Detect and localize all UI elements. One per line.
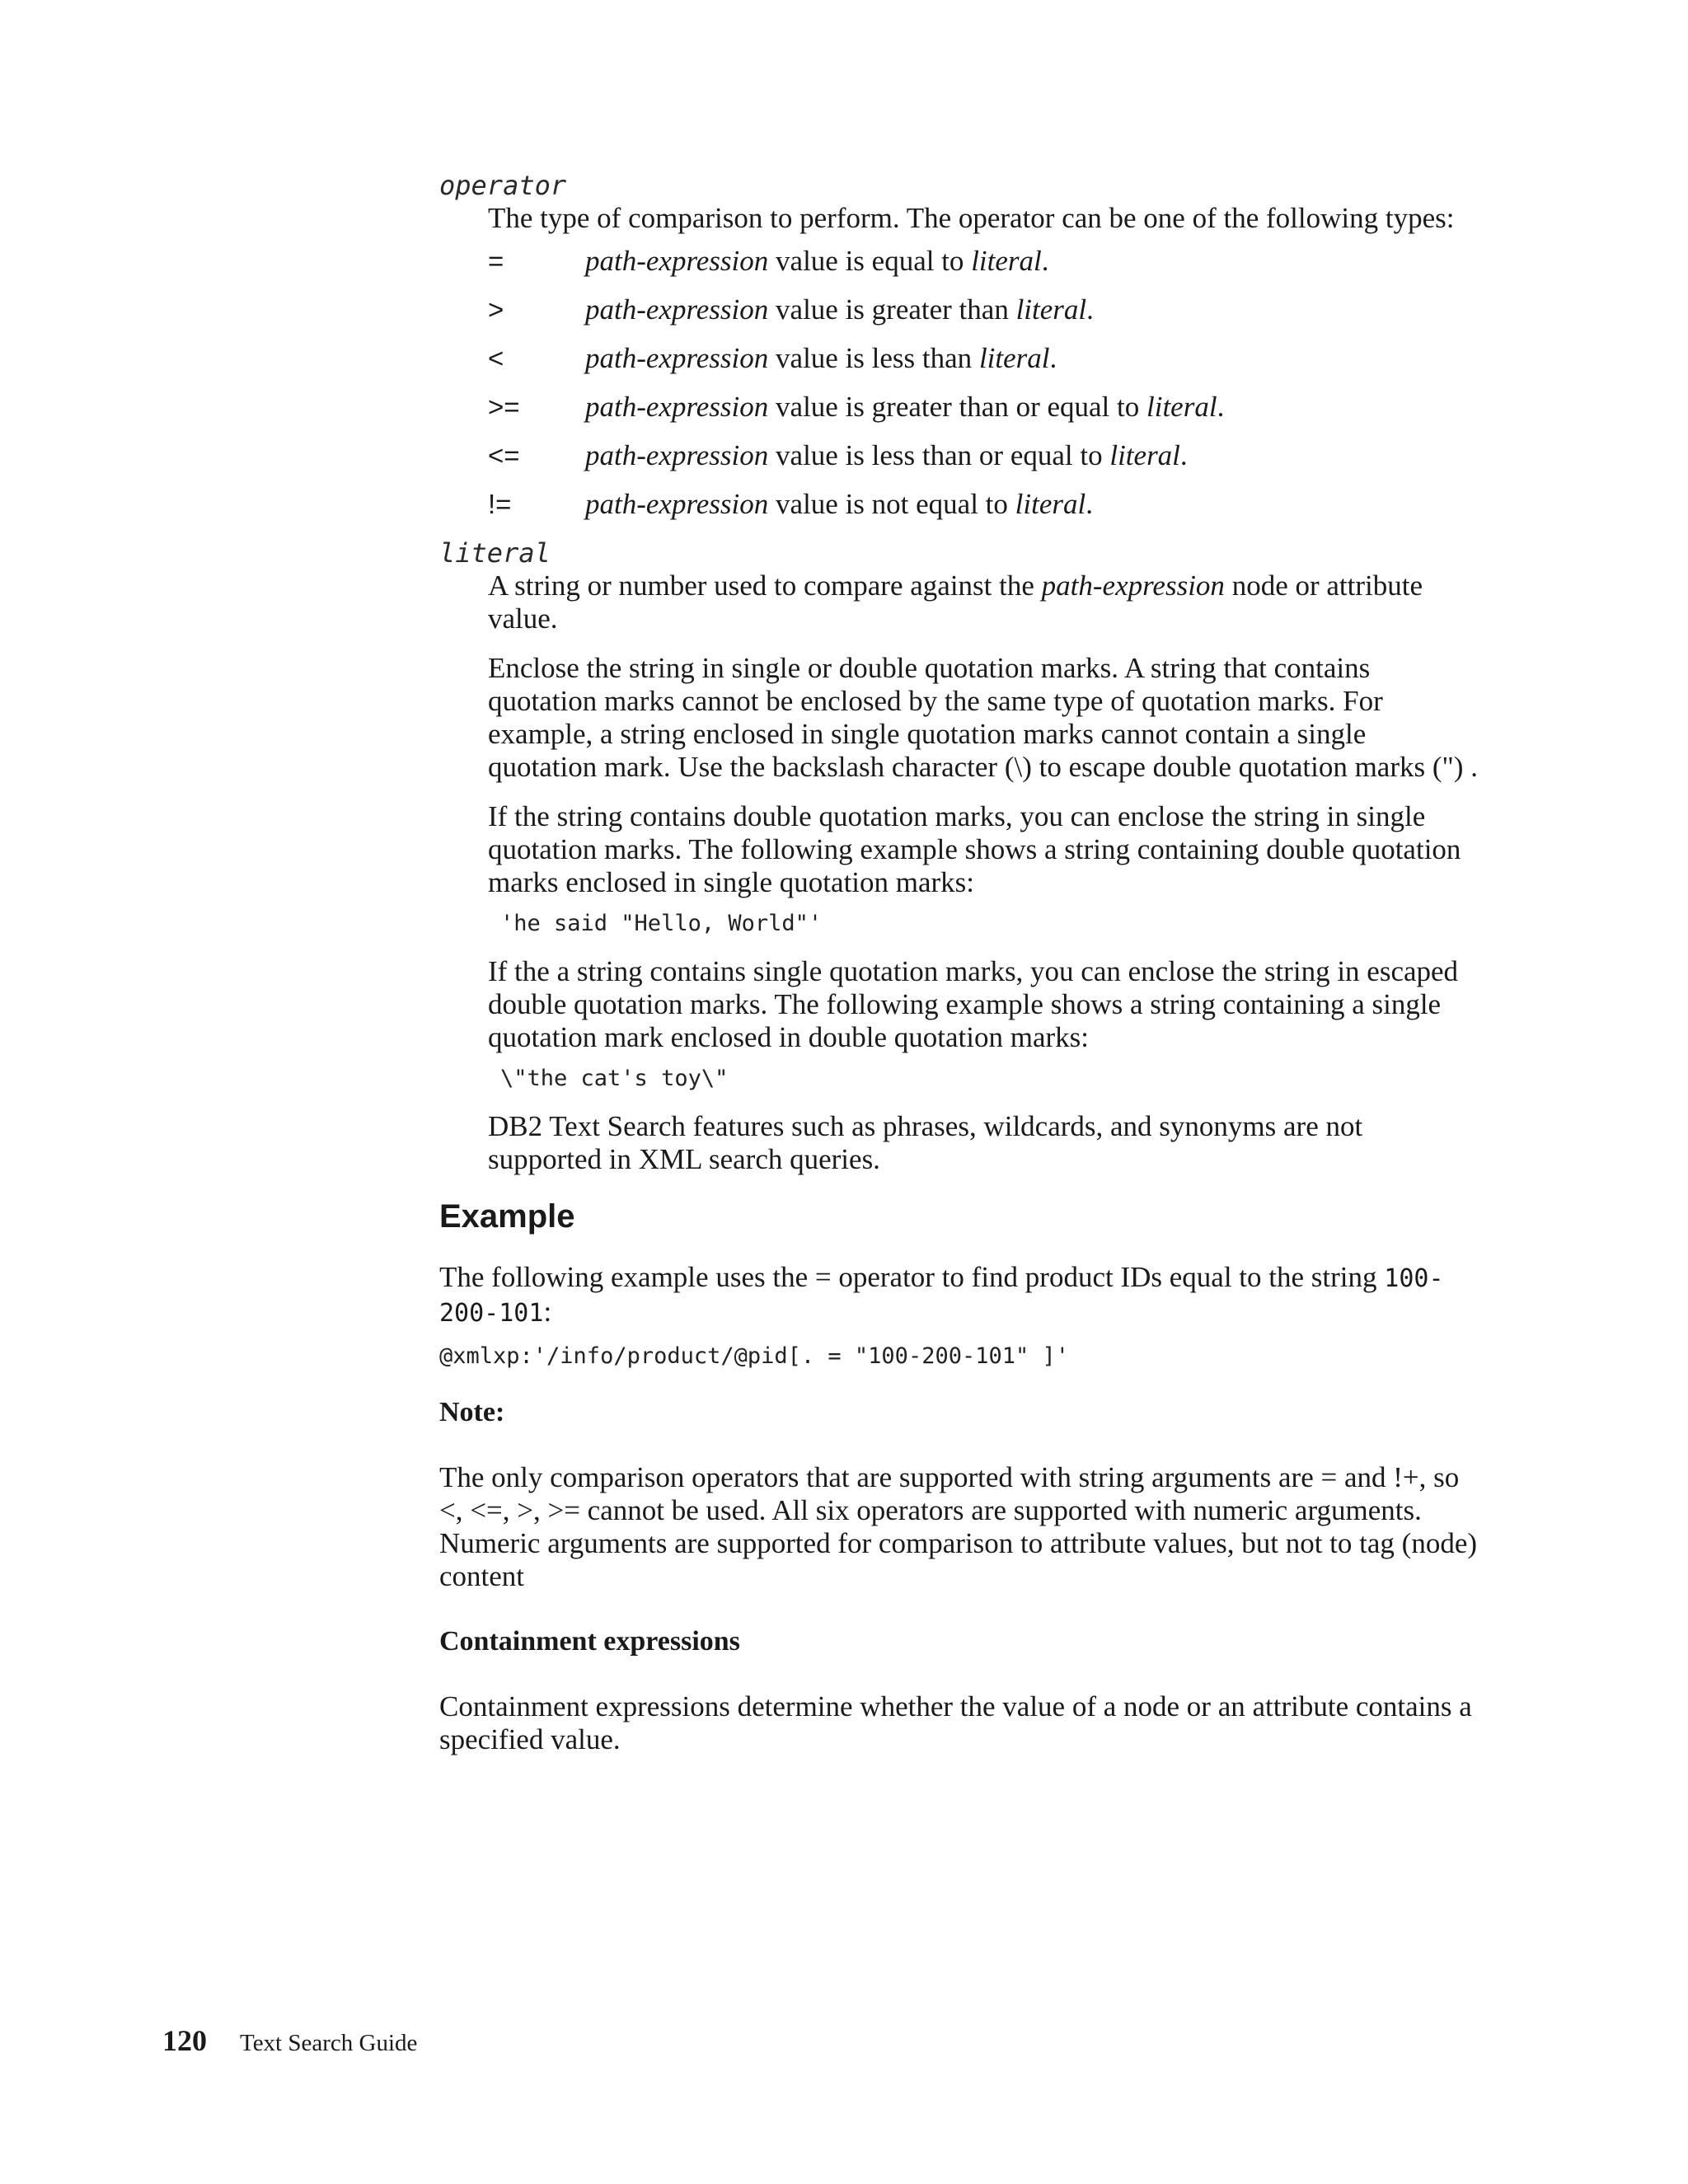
literal-paragraph-3: If the string contains double quotation marks, you can enclose the string in single quotation marks. The following example shows a string containing double quotation marks enclosed in single quotation marks: bbox=[488, 800, 1461, 898]
literal-p1-emphasis: path-expression bbox=[1041, 569, 1225, 602]
operator-literal: literal bbox=[1109, 439, 1180, 471]
operator-path-expression: path-expression bbox=[585, 245, 769, 277]
operator-path-expression: path-expression bbox=[585, 488, 769, 520]
operator-symbol: != bbox=[488, 489, 512, 519]
operator-period: . bbox=[1049, 342, 1057, 374]
operator-literal: literal bbox=[1146, 391, 1217, 423]
page-footer bbox=[162, 2023, 417, 2058]
operator-description-text bbox=[585, 439, 1188, 472]
operator-comparison-text: value is greater than bbox=[768, 293, 1016, 326]
literal-p1-text-end: node or attribute value. bbox=[488, 569, 1423, 635]
operator-row bbox=[488, 342, 1478, 375]
example-intro-text: The following example uses the = operator to find product IDs equal to the string bbox=[439, 1261, 1385, 1293]
operator-period: . bbox=[1179, 439, 1188, 471]
literal-p1-text: A string or number used to compare against the bbox=[488, 569, 1042, 602]
example-heading: Example bbox=[439, 1198, 575, 1235]
operator-row bbox=[488, 488, 1478, 521]
code-example-escaped-quotes: \"the cat's toy\" bbox=[500, 1066, 729, 1091]
operator-period: . bbox=[1085, 488, 1093, 520]
literal-definition bbox=[488, 569, 1478, 1176]
literal-paragraph-2: Enclose the string in single or double quotation marks. A string that contains quotation marks cannot be enclosed by the same type of quotation marks. For example, a string enclosed in single quotation marks cannot contain a single quotation mark. Use the backslash character (\) to escape double quotation marks (") . bbox=[488, 652, 1478, 783]
operator-literal: literal bbox=[971, 245, 1042, 277]
operator-comparison-text: value is greater than or equal to bbox=[768, 391, 1146, 423]
note-text: The only comparison operators that are supported with string arguments are = and !+, so <, <=, >, >= cannot be used. All six operators are supported with numeric arguments. Numeric arguments are supported for comparison to attribute values, but not to tag (node) content bbox=[439, 1461, 1478, 1592]
operator-comparison-text: value is less than bbox=[768, 342, 979, 374]
operator-row bbox=[488, 391, 1478, 424]
note-label: Note: bbox=[439, 1397, 505, 1427]
operator-path-expression: path-expression bbox=[585, 342, 769, 374]
operator-symbol: >= bbox=[488, 391, 520, 422]
example-intro-code: 100-200-101 bbox=[439, 1264, 1444, 1328]
operator-symbol: = bbox=[488, 246, 504, 276]
literal-paragraph-5: DB2 Text Search features such as phrases, wildcards, and synonyms are not supported in XML search queries. bbox=[488, 1110, 1363, 1175]
example-intro-end: : bbox=[543, 1296, 552, 1328]
containment-text: Containment expressions determine whether the value of a node or an attribute contains a specified value. bbox=[439, 1690, 1472, 1755]
operator-symbol: < bbox=[488, 343, 504, 373]
term-operator: operator bbox=[439, 170, 567, 201]
example-query-code: @xmlxp:'/info/product/@pid[. = "100-200-101" ]' bbox=[439, 1343, 1070, 1369]
operator-literal: literal bbox=[1015, 488, 1086, 520]
literal-paragraph-1 bbox=[488, 569, 1478, 635]
containment-heading: Containment expressions bbox=[439, 1626, 740, 1657]
operator-symbol: > bbox=[488, 294, 504, 325]
operator-description: The type of comparison to perform. The operator can be one of the following types: bbox=[488, 202, 1455, 234]
operator-row bbox=[488, 439, 1478, 472]
operator-comparison-text: value is less than or equal to bbox=[768, 439, 1110, 471]
page-number: 120 bbox=[162, 2024, 207, 2057]
operator-description-text bbox=[585, 488, 1093, 521]
example-intro bbox=[439, 1261, 1478, 1330]
operator-description-text bbox=[585, 245, 1049, 278]
operator-row bbox=[488, 293, 1478, 326]
operator-description-text bbox=[585, 391, 1224, 424]
operator-description-text bbox=[585, 342, 1057, 375]
literal-paragraph-4: If the a string contains single quotation marks, you can enclose the string in escaped double quotation marks. The following example shows a string containing a single quotation mark enclosed in double quotation marks: bbox=[488, 955, 1459, 1053]
operator-comparison-text: value is not equal to bbox=[768, 488, 1015, 520]
operator-comparison-text: value is equal to bbox=[768, 245, 972, 277]
operator-literal: literal bbox=[978, 342, 1050, 374]
operator-path-expression: path-expression bbox=[585, 391, 769, 423]
operator-list bbox=[488, 245, 1478, 521]
code-example-single-quotes: 'he said "Hello, World"' bbox=[500, 911, 823, 936]
book-title: Text Search Guide bbox=[240, 2030, 418, 2056]
operator-definition bbox=[488, 202, 1478, 235]
operator-path-expression: path-expression bbox=[585, 439, 769, 471]
operator-literal: literal bbox=[1015, 293, 1087, 326]
page-content bbox=[439, 169, 1478, 1756]
operator-symbol: <= bbox=[488, 440, 520, 471]
term-literal: literal bbox=[439, 537, 551, 569]
operator-path-expression: path-expression bbox=[585, 293, 769, 326]
operator-period: . bbox=[1041, 245, 1049, 277]
operator-row bbox=[488, 245, 1478, 278]
operator-description-text bbox=[585, 293, 1094, 326]
operator-period: . bbox=[1217, 391, 1225, 423]
operator-period: . bbox=[1086, 293, 1094, 326]
